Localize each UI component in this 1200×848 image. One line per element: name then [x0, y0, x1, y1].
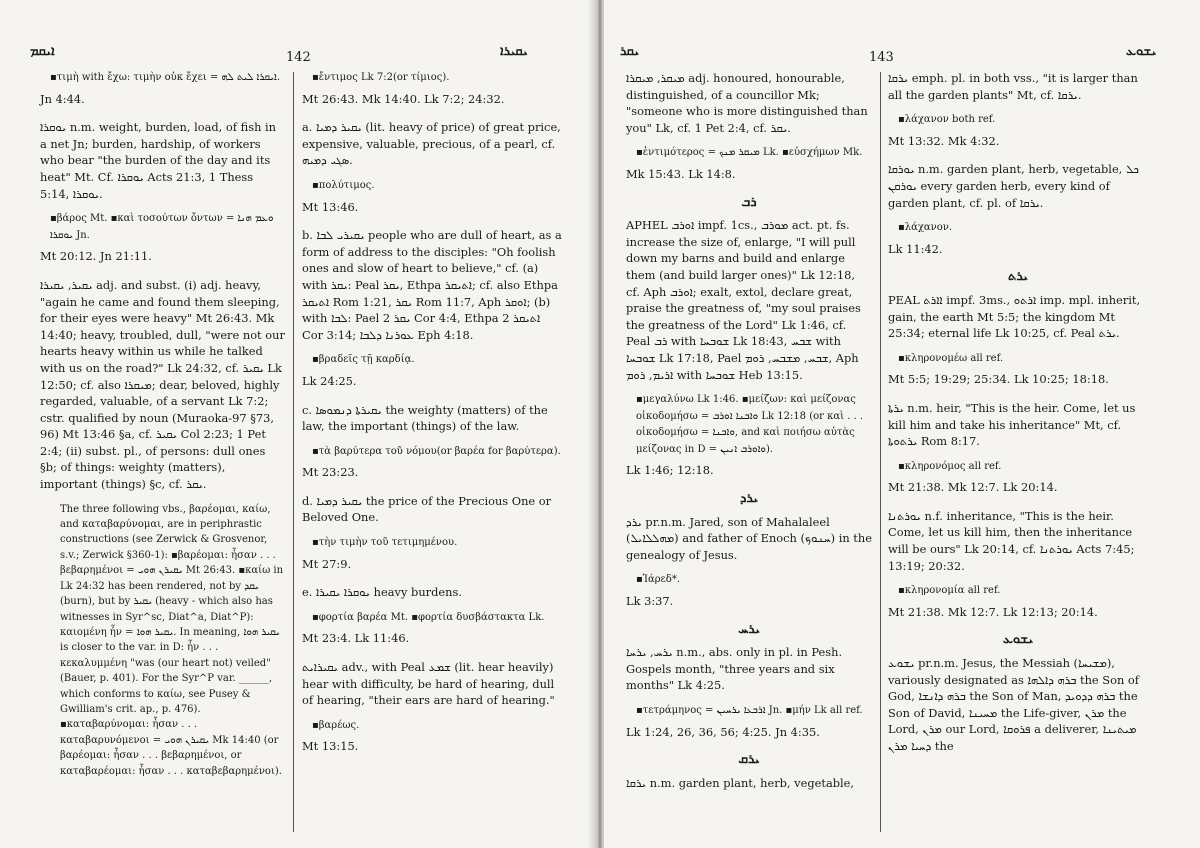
running-head-left: ܐܝܩܡ [30, 44, 55, 59]
page-number: 142 [286, 50, 311, 65]
column-2 [302, 70, 564, 767]
root-heading: ܝܪܬ [1008, 269, 1028, 285]
reference-line: Mt 23:23. [302, 465, 359, 480]
reference-line: Mt 21:38. Mk 12:7. Lk 12:13; 20:14. [888, 604, 1098, 619]
grammar-note: The three following vbs., βαρέομαι, καίω, and καταβαρύνομαι, are in periphrastic constructions (see Zerwick & Grosvenor, s.v.; Zerwick §360-1): ▪βαρέομαι: ἦσαν . . . βεβαρημένοι = ܝܩܝܪܢ ܗܘܝ Mt 26:43. ▪καίω in Lk 24:32 has been rendered, not by ܝܩܕ (burn), but by ܝܩܝܪ (heavy - which also has witnesses in Syr^sc, Diat^a, Diat^P): καιομένη ἦν = ܝܩܝܪ ܗܘܐ. In meaning, ܝܩܝܪ ܗܘܐ is closer to the var. in D: ἦν . . . κεκαλυμμένη "was (our heart not) veiled" (Bauer, p. 401). For the Syr^P var. ______, which conforms to καίω, see Pusey & Gwilliam's crit. ap., p. 476). ▪καταβαρύνομαι: ἦσαν . . . καταβαρυνόμενοι = ܝܩܝܪܢ ܗܘܝ Mk 14:40 (or βαρέομαι: ἦσαν . . . βεβαρημένοι, or καταβαρέομαι: ἦσαν . . . καταβεβαρημένοι). [60, 503, 284, 777]
reference-line: Lk 1:46; 12:18. [626, 463, 714, 478]
entry: ܝܪܩܐ n.m. garden plant, herb, vegetable, [626, 775, 855, 790]
reference-line: Lk 3:37. [626, 594, 674, 609]
reference-line: Mt 27:9. [302, 556, 352, 571]
entry: ܝܩܝܪ, ܝܩܝܪܐ adj. and subst. (i) adj. heavy, "again he came and found them sleeping, for their eyes were heavy" Mt 26:43. Mk 14:40; heavy, troubled, dull, "were not our hearts heavy within us while he talked with us on the road?" Lk 24:32, cf. ܝܩܝܪ Lk 12:50; cf. also ܡܝܩܪܐ; dear, beloved, highly regarded, valuable, of a servant Lk 7:2; cstr. qualified by noun (Muraoka-97 §73, 96) Mt 13:46 §a, cf. ܝܩܝܪ Col 2:23; 1 Pet 2:4; (ii) subst. pl., of persons: dull ones §b; of things: weighty (matters), important (things) §c, cf. ܝܩܪ. [40, 277, 285, 492]
gloss-note: ▪τὴν τιμὴν τοῦ τετιμημένου. [312, 537, 458, 549]
gloss-note: ▪ἐντιμότερος = ܡܝܩܪ ܡܢܟ Lk. ▪εὐσχήμων Mk. [636, 147, 863, 159]
entry: ܝܪܬܐ n.m. heir, "This is the heir. Come, let us kill him and take his inheritance" Mt, cf. ܝܪܬܘܬܐ Rom 8:17. [888, 400, 1136, 449]
gloss-note: ▪κληρονόμος all ref. [898, 460, 1002, 472]
gloss-note: ▪βαρέως. [312, 719, 360, 731]
reference-line: Jn 4:44. [40, 91, 85, 106]
reference-line: Lk 1:24, 26, 36, 56; 4:25. Jn 4:35. [626, 724, 820, 739]
reference-line: Lk 24:25. [302, 373, 357, 388]
gloss-note: ▪ἔντιμος Lk 7:2(or τίμιος). [312, 72, 450, 83]
column-1 [626, 70, 872, 800]
column-rule [293, 72, 294, 832]
reference-line: Lk 11:42. [888, 241, 943, 256]
right-page [604, 0, 1200, 848]
gloss-note: ▪τιμὴ with ἔχω: τιμὴν οὐκ ἔχει = ܐܝܩܪܐ ܠܝܬ ܠܗ. [50, 72, 280, 83]
gloss-note: ▪πολύτιμος. [312, 179, 375, 191]
gloss-note: ▪λάχανον both ref. [898, 114, 996, 126]
subentry: a. ܝܩܝܪ ܕܡܝܐ (lit. heavy of price) of great price, expensive, valuable, precious, of a pearl, cf. ܣܓܝ ܕܡܝܗ. [302, 120, 561, 168]
entry: ܝܘܪܬܢܐ n.f. inheritance, "This is the heir. Come, let us kill him, then the inheritance will be ours" Lk 20:14, cf. ܝܘܪܬܢܐ Acts 7:45; 13:19; 20:32. [888, 508, 1135, 573]
reference-line: Mt 13:46. [302, 199, 359, 214]
entry: ܝܪܩܐ emph. pl. in both vss., "it is larger than all the garden plants" Mt, cf. ܝܪܩܐ. [888, 71, 1138, 102]
gloss-note: ▪κληρονομέω all ref. [898, 352, 1004, 364]
entry: ܝܩܝܪܐܝܬ adv., with Peal ܫܡܥ (lit. hear heavily) hear with difficulty, be hard of hearing, dull of hearing, "their ears are hard of hearing." [302, 660, 555, 708]
subentry: c. ܝܩܝܪܬܐ ܕܢܡܘܣܐ the weighty (matters) of the law, the important (things) of the law. [302, 402, 548, 434]
gloss-note: ▪λάχανον. [898, 222, 953, 234]
running-head-left: ܝܩܪ [620, 44, 640, 59]
entry: ܝܪܚ, ܝܪܚܐ n.m., abs. only in pl. in Pesh. Gospels month, "three years and six months" Lk 4:25. [626, 645, 843, 693]
reference-line: Mt 13:32. Mk 4:32. [888, 133, 1000, 148]
gloss-note: ▪βάρος Mt. ▪καὶ τοσούτων ὄντων = ܘܥܡ ܗܢܐ ܝܘܩܪܐ Jn. [50, 213, 274, 241]
entry: APHEL ܐܘܪܒ impf. 1cs., ܡܘܪܒ act. pt. fs. increase the size of, enlarge, "I will pull down my barns and build and enlarge them (and build larger ones)" Lk 12:18, cf. Aph ܐܘܪܒ; exalt, extol, declare great, praise the greatness of, "my soul praises the greatness of the Lord" Lk 1:46, cf. Peal ܪܒ with ܫܘܒܚܐ Lk 18:43, ܫܒܚ with ܫܘܒܚܐ Lk 17:18, Pael ܫܒܚ, ܡܫܒܚ, ܪܘܡ, Aph ܐܪܝܡ, ܪܘܡ with ܫܘܒܚܐ Heb 13:15. [626, 218, 861, 382]
column-rule [880, 72, 881, 832]
gloss-note: ▪μεγαλύνω Lk 1:46. ▪μείζων: καὶ μείζονας οἰκοδομήσω = ܘܐܒܢܐ ܐܘܪܒ Lk 12:18 (or καὶ . . . οἰκοδομήσω = ܘܐܒܢܐ, and καὶ ποιήσω αὐτὰς μείζονας in D = ܘܐܘܪܒ ܐܢܝܢ). [636, 394, 864, 455]
column-2 [888, 70, 1148, 764]
subentry: d. ܝܩܝܪ ܕܡܝܐ the price of the Precious One or Beloved One. [302, 493, 552, 525]
reference-line: Mt 20:12. Jn 21:11. [40, 249, 152, 264]
reference-line: Mt 13:15. [302, 739, 359, 754]
running-head-right: ܝܫܘܥ [1126, 44, 1157, 59]
gloss-note: ▪τὰ βαρύτερα τοῦ νόμου(or βαρέα for βαρύτερα). [312, 445, 561, 457]
gloss-note: ▪φορτία βαρέα Mt. ▪φορτία δυσβάστακτα Lk. [312, 611, 545, 623]
subentry: b. ܝܩܝܪܝ ܠܒܐ people who are dull of heart, as a form of address to the disciples: "Oh foolish ones and slow of heart to believe," cf. (a) with ܝܩܪ: Peal ܝܩܪ, Ethpa ܐܬܝܩܪ; cf. also Ethpa ܐܬܝܩܪ Rom 1:21, ܝܩܪ Rom 11:7, Aph ܐܘܩܪ; (b) with ܠܒܐ: Pael ܝܩܪ 2 Cor 4:4, Ethpa ܐܬܝܩܪ 2 Cor 3:14; ܥܘܪܢܐ ܕܠܒܐ Eph 4:18. [302, 228, 562, 342]
gloss-note: ▪κληρονομία all ref. [898, 585, 1001, 597]
entry: ܡܝܩܪ, ܡܝܩܪܐ adj. honoured, honourable, distinguished, of a councillor Mk; "someone who is more distinguished than you" Lk, cf. 1 Pet 2:4, cf. ܝܩܪ. [626, 71, 868, 135]
gloss-note: ▪τετράμηνος = ܐܪܒܥܐ ܝܪܚܝܢ Jn. ▪μήν Lk all ref. [636, 705, 863, 716]
running-head-right: ܝܩܝܪܐ [500, 44, 528, 59]
gloss-note: ▪βραδεῖς τῇ καρδίᾳ. [312, 354, 415, 366]
subentry: e. ܝܘܩܪܐ ܝܩܝܪܐ heavy burdens. [302, 585, 462, 600]
reference-line: Mt 23:4. Lk 11:46. [302, 631, 410, 646]
page-number: 143 [869, 50, 894, 65]
entry: ܝܘܪܩܐ n.m. garden plant, herb, vegetable, ܟܠ ܝܘܪܩܢ every garden herb, every kind of garden plant, cf. pl. of ܝܪܩܐ. [888, 162, 1139, 210]
reference-line: Mt 26:43. Mk 14:40. Lk 7:2; 24:32. [302, 91, 505, 106]
reference-line: Mt 5:5; 19:29; 25:34. Lk 10:25; 18:18. [888, 372, 1109, 387]
entry: ܝܪܕ pr.n.m. Jared, son of Mahalaleel (ܡܗܠܠܐܝܠ) and father of Enoch (ܚܢܘܟ) in the genealogy of Jesus. [626, 514, 872, 562]
root-heading: ܝܪܚ [738, 621, 760, 637]
left-page [0, 0, 596, 848]
root-heading: ܪܒ [741, 194, 757, 210]
gloss-note: ▪Ἰάρεδ*. [636, 574, 680, 586]
root-heading: ܝܫܘܥ [1002, 632, 1034, 648]
reference-line: Mt 21:38. Mk 12:7. Lk 20:14. [888, 480, 1058, 495]
entry: ܝܘܩܪܐ n.m. weight, burden, load, of fish in a net Jn; burden, hardship, of workers who bear "the burden of the day and its heat" Mt. Cf. ܝܘܩܪܐ Acts 21:3, 1 Thess 5:14, ܝܘܩܪܐ. [40, 120, 277, 201]
column-1 [40, 70, 285, 783]
root-heading: ܝܪܕ [739, 491, 759, 507]
entry: PEAL ܐܐܪܬ impf. 3ms., ܐܪܬܘ imp. mpl. inherit, gain, the earth Mt 5:5; the kingdom Mt 25:34; eternal life Lk 10:25, cf. Peal ܝܪܬ. [888, 292, 1141, 341]
entry: ܝܫܘܥ pr.n.m. Jesus, the Messiah (ܡܫܝܚܐ), variously designated as ܒܪܗ ܕܐܠܗܐ the Son of God, ܒܪܗ ܕܐܢܫܐ the Son of Man, ܒܪܗ ܕܕܘܝܕ the Son of David, ܡܚܝܢܐ the Life-giver, ܡܪܢ the Lord, ܡܪܢ our Lord, ܦܪܘܩܐ a deliverer, ܡܝܬܝܢܐ ܕܚܝܐ ܡܪܢ the [888, 656, 1139, 753]
root-heading: ܝܪܩ [738, 752, 760, 768]
reference-line: Mk 15:43. Lk 14:8. [626, 166, 736, 181]
